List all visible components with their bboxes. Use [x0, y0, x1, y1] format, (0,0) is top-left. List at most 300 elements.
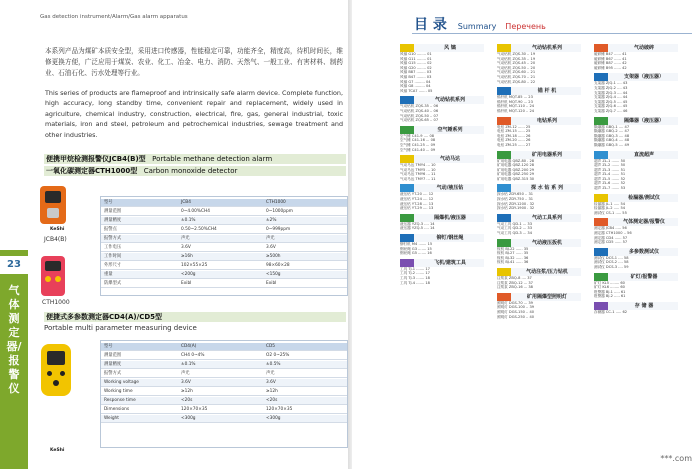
toc-item[interactable]: 扳机 BJ-22 ...... 35 [497, 246, 529, 251]
toc-category-title: 存 储 器 [634, 302, 654, 309]
toc-item[interactable]: 钢丝绳 G5 ....... 16 [400, 251, 432, 256]
toc-category [594, 44, 678, 70]
intro-chinese: 本系列产品为煤矿本质安全型，采用进口传感器，性能稳定可靠，功能齐全，精度高，待机时间长，维修更换方便，广泛应用于煤炭、农业、化工、冶金、电力、消防、天然气、一般工业、有害材料、制药业、石油石化、污水处理等行业。 [45, 47, 343, 77]
toc-item[interactable]: 检漏器 JL-2 ..... 54 [594, 206, 626, 211]
category-color-swatch [400, 96, 414, 104]
device-label-jcb4: JCB4(B) [44, 236, 67, 243]
toc-item[interactable]: 支架器 ZJQ-5 .... 45 [594, 99, 628, 104]
toc-item[interactable]: 气动钻机 ZQS-30 .. 19 [497, 52, 536, 56]
toc-category-header[interactable] [400, 96, 484, 104]
toc-item[interactable]: 风镐 B87 ........ 03 [400, 70, 432, 75]
spec-cell: 0~4.00%CH4 [181, 209, 210, 214]
toc-item[interactable]: 支架器 ZJQ-4 .... 44 [594, 95, 628, 100]
device-jcb4-image [40, 186, 66, 224]
spec-cell: 工作时间 [104, 254, 122, 259]
toc-item[interactable]: 空气锤 C41-9 .... 08 [400, 133, 435, 138]
spec-cell: 0~999ppm [266, 227, 291, 232]
toc-category-title: 气动工具系列 [531, 214, 562, 221]
toc-item[interactable]: 注浆泵 ZBQ-16 ... 38 [497, 285, 533, 290]
toc-category [497, 293, 581, 319]
toc-item[interactable]: 破碎锤 B47 ...... 41 [594, 52, 627, 56]
toc-item[interactable]: 超声 ZL-3 ....... 51 [594, 167, 626, 172]
spec-row [101, 379, 347, 387]
toc-category [400, 96, 484, 122]
toc-item[interactable]: 测试仪 DCS-3 .... 59 [594, 265, 629, 269]
spec-cell: Response time [104, 398, 136, 403]
spec-cell: ≥12h [266, 389, 278, 394]
toc-item[interactable]: 隔爆器 GBQ-2 .... 47 [594, 129, 630, 134]
section-title-en: Carbon monoxide detector [143, 167, 238, 175]
spec-cell: Weight [104, 416, 119, 421]
toc-item[interactable]: 气动马达 TMY4 ... 10 [400, 163, 436, 168]
spec-row [101, 361, 347, 369]
toc-category-title: 气动/液压钻 [436, 185, 464, 192]
category-color-swatch [400, 214, 414, 222]
toc-item[interactable]: 气动钻机 ZQS-40 .. 06 [400, 108, 439, 113]
toc-category-title: 锚 杆 机 [537, 88, 557, 95]
toc-item[interactable]: 工具 TJ-3 ....... 18 [400, 276, 430, 280]
toc-item[interactable]: 风镐 G20 ........ 02 [400, 65, 432, 70]
toc-category-header[interactable] [497, 117, 581, 125]
toc-category [497, 117, 581, 148]
toc-category [594, 218, 678, 244]
spec-row [101, 415, 347, 423]
spec-cell: <300g [181, 416, 196, 421]
category-color-swatch [400, 259, 414, 267]
spec-cell: 120×70×35 [181, 407, 208, 412]
toc-item[interactable]: 矿用电器 QBZ-315 30 [497, 176, 535, 181]
toc-category-header[interactable] [594, 248, 678, 256]
spec-cell: 声光 [181, 371, 190, 376]
toc-item[interactable]: 扳机 BJ-27 ...... 35 [497, 251, 529, 256]
category-color-swatch [497, 87, 511, 95]
category-color-swatch [594, 194, 608, 202]
toc-item[interactable]: 扳机 BJ-41 ...... 36 [497, 260, 529, 265]
spec-cell: CH4 0~4% [181, 353, 205, 358]
spec-cell: CD4(A) [181, 344, 197, 349]
spec-cell: ExibI [181, 281, 192, 286]
spec-cell: 工作电压 [104, 245, 122, 250]
spec-cell: 声光 [181, 236, 190, 241]
toc-category [497, 184, 581, 210]
spec-cell: 3.6V [181, 380, 191, 385]
toc-item[interactable]: 探水钻 ZDY-1900 . 32 [497, 206, 535, 211]
toc-item[interactable]: 气动钻机 ZQS-80 .. 22 [497, 79, 536, 84]
toc-item[interactable]: 超声 ZL-1 ....... 50 [594, 158, 626, 163]
spec-cell: <20s [181, 398, 193, 403]
toc-item[interactable]: 存储器 CC-1 ..... 62 [594, 309, 628, 314]
spec-cell: O2 0~25% [266, 353, 290, 358]
toc-category-title: 支架器（液压器） [623, 74, 664, 81]
category-color-swatch [497, 268, 511, 276]
toc-item[interactable]: 气动钻机 ZQS-45 .. 20 [497, 61, 536, 66]
category-color-swatch [497, 117, 511, 125]
toc-category-header[interactable] [400, 155, 484, 163]
toc-item[interactable]: 风镐 G15 ........ 02 [400, 61, 432, 66]
toc-item[interactable]: 气动马达 TMY6 ... 11 [400, 172, 436, 177]
category-color-swatch [400, 234, 414, 242]
toc-item[interactable]: 支架器 ZJQ-3 .... 44 [594, 90, 628, 95]
spec-cell: <150g [266, 272, 281, 277]
spec-cell: 声光 [266, 236, 275, 241]
spec-row [101, 253, 347, 261]
spec-cell: 0~1000ppm [266, 209, 293, 214]
spec-cell: 报警点 [104, 227, 117, 232]
toc-item[interactable]: 液压钻 YT-20 .... 12 [400, 192, 434, 197]
spec-cell: ±0.1% [181, 362, 196, 367]
toc-item[interactable]: 气动钻机 ZQS-50 .. 07 [400, 113, 439, 118]
toc-item[interactable]: 隔爆器 GBQ-4 .... 48 [594, 138, 630, 143]
spec-cell: <300g [266, 416, 281, 421]
toc-item[interactable]: 工具 TJ-2 ....... 17 [400, 271, 430, 276]
toc-item[interactable]: 检漏器 JL-1 ..... 54 [594, 201, 626, 206]
category-color-swatch [594, 248, 608, 256]
spec-row [101, 352, 347, 360]
toc-item[interactable]: 探水钻 ZDY-1200 . 32 [497, 201, 535, 206]
toc-category-header[interactable] [400, 44, 484, 52]
category-color-swatch [594, 117, 608, 125]
toc-item[interactable]: 液压钻 YT-28 .... 13 [400, 201, 434, 206]
spec-cell: 测量范围 [104, 353, 122, 358]
toc-category-header[interactable] [400, 214, 484, 222]
category-color-swatch [594, 218, 608, 226]
toc-item[interactable]: 照明灯 DGS-250 .. 40 [497, 314, 535, 319]
toc-item[interactable]: 照明灯 DGS-100 .. 39 [497, 305, 535, 310]
toc-item[interactable]: 电钻 ZM-25 ...... 27 [497, 142, 531, 147]
toc-item[interactable]: 支架器 ZJQ-2 .... 43 [594, 85, 628, 90]
toc-title-en: Summary [457, 22, 497, 31]
toc-category-title: 矿用隔爆型照明灯 [526, 293, 567, 300]
category-color-swatch [497, 239, 511, 247]
toc-item[interactable]: 锚杆机 MQT-85 ... 23 [497, 95, 533, 100]
toc-category [400, 259, 484, 285]
toc-category-header[interactable] [594, 117, 678, 125]
spec-cell: 型号 [104, 344, 113, 349]
spec-cell: 型号 [104, 200, 113, 205]
toc-category [400, 126, 484, 152]
toc-item[interactable]: 液压钻 YT-29 .... 13 [400, 206, 434, 211]
toc-item[interactable]: 风镐 G8 ......... 04 [400, 84, 431, 89]
toc-item[interactable]: 测试仪 DCS-1 .... 58 [594, 255, 629, 260]
toc-category-header[interactable] [497, 44, 581, 52]
category-color-swatch [497, 214, 511, 222]
toc-item[interactable]: 超声 ZL-7 ....... 53 [594, 186, 626, 191]
toc-item[interactable]: 探水钻 ZDY-750 .. 31 [497, 197, 534, 202]
page-number: 23 [0, 256, 28, 274]
toc-category-header[interactable] [497, 87, 581, 95]
toc-category-title: 气动钻机系列 [434, 97, 465, 104]
spec-cell: 测量精度 [104, 362, 122, 367]
toc-category-title: 空气锤系列 [437, 126, 463, 133]
toc-item[interactable]: 气动工具 QD-3 ... 34 [497, 231, 532, 236]
keshi-logo-2: KeShi [50, 448, 65, 453]
toc-category-header[interactable] [594, 194, 678, 202]
toc-item[interactable]: 风镐 TCA7 ....... 05 [400, 88, 433, 93]
spec-cell: ≥12h [181, 389, 193, 394]
spec-cell: CTH1000 [266, 200, 286, 205]
section-title-multi-en: Portable multi parameter measuring device [44, 324, 197, 332]
toc-item[interactable]: 风镐 B47 ........ 03 [400, 74, 432, 79]
toc-item[interactable]: 隔爆器 GBQ-3 .... 48 [594, 133, 630, 138]
toc-item[interactable]: 气动钻机 ZQS-65 .. 07 [400, 118, 439, 123]
section-title-en: Portable methane detection alarm [152, 155, 273, 163]
toc-item[interactable]: 气动工具 QD-1 ... 33 [497, 221, 532, 226]
toc-category-header[interactable] [594, 73, 678, 81]
category-color-swatch [497, 293, 511, 301]
spec-row [101, 226, 347, 234]
toc-item[interactable]: 支架器 ZJQ-6 .... 45 [594, 104, 628, 109]
category-color-swatch [594, 73, 608, 81]
toc-category-header[interactable] [594, 302, 678, 310]
toc-item[interactable]: 超声 ZL-2 ....... 50 [594, 163, 626, 168]
toc-item[interactable]: 空气锤 C41-40 ... 09 [400, 147, 436, 152]
toc-item[interactable]: 空气锤 C41-25 ... 09 [400, 142, 436, 147]
toc-item[interactable]: 矿用电器 QBZ-250 29 [497, 172, 535, 177]
device-cth1000-image [41, 256, 65, 296]
toc-category [497, 151, 581, 182]
spec-cell: ±2% [266, 218, 277, 223]
toc-item[interactable]: 锚杆机 MQT-90 ... 23 [497, 99, 533, 104]
toc-item[interactable]: 破碎锤 B95 ...... 42 [594, 65, 627, 70]
spec-cell: ±0.1% [181, 218, 196, 223]
toc-item[interactable]: 测定器 CD4 ...... 57 [594, 235, 628, 240]
toc-item[interactable]: 测定器 CD5 ...... 57 [594, 240, 628, 245]
toc-item[interactable]: 照明灯 DGS-70 ... 39 [497, 300, 533, 305]
toc-item[interactable]: 气动钻机 ZQS-35 .. 19 [497, 56, 536, 61]
spec-cell: 防爆型式 [104, 281, 122, 286]
toc-item[interactable]: 工具 TJ-1 ....... 17 [400, 266, 430, 271]
spec-header-row [101, 343, 347, 351]
toc-category [497, 87, 581, 113]
toc-category-header[interactable] [400, 234, 484, 242]
toc-category [400, 44, 484, 93]
toc-item[interactable]: 电钻 ZM-15 ...... 25 [497, 129, 531, 134]
toc-item[interactable]: 支架器 ZJQ-1 .... 43 [594, 81, 628, 86]
spec-cell: 报警方式 [104, 236, 122, 241]
spec-cell: <200g [181, 272, 196, 277]
toc-category-title: 隔爆器（液压器） [623, 117, 664, 124]
toc-item[interactable]: 超声 ZL-5 ....... 52 [594, 176, 626, 181]
toc-item[interactable]: 锚杆机 MQT-110 .. 24 [497, 104, 535, 109]
toc-category-header[interactable] [594, 218, 678, 226]
spec-row [101, 235, 347, 243]
toc-category-header[interactable] [400, 184, 484, 192]
toc-item[interactable]: 液压器 YZQ-5 .... 14 [400, 226, 435, 231]
toc-item[interactable]: 风镐 G11 ........ 01 [400, 56, 432, 61]
toc-category-title: 探 水 钻 系 列 [531, 185, 563, 192]
toc-category-title: 飞机/建筑工具 [434, 259, 466, 266]
toc-item[interactable]: 报警器 BJ-1 ..... 61 [594, 289, 626, 294]
toc-category [497, 239, 581, 265]
spec-table-2 [100, 340, 348, 448]
section-title-multi [44, 312, 346, 322]
spec-cell: 测量精度 [104, 218, 122, 223]
spec-cell: ≥16h [181, 254, 193, 259]
toc-category [594, 248, 678, 270]
spec-cell: 0.50~2.50%CH4 [181, 227, 217, 232]
toc-item[interactable]: 矿用电器 QBZ-80 . 28 [497, 158, 535, 163]
spec-cell: 120×70×35 [266, 407, 293, 412]
toc-category [594, 151, 678, 191]
toc-category-title: 气动钻机系列 [531, 45, 562, 51]
toc-category-title: 气动注浆/压力钻机 [526, 269, 568, 275]
toc-item[interactable]: 测试仪 DCS-2 .... 58 [594, 260, 629, 265]
title-divider [412, 33, 692, 34]
spec-row [101, 262, 347, 270]
toc-item[interactable]: 破碎锤 B87 ...... 42 [594, 61, 627, 66]
toc-item[interactable]: 超声 ZL-4 ....... 51 [594, 172, 626, 177]
section-title-methane [44, 154, 346, 164]
spec-row [101, 370, 347, 378]
toc-category-header[interactable] [497, 184, 581, 192]
toc-category-header[interactable] [497, 268, 581, 276]
toc-item[interactable]: 隔爆器 GBQ-5 .... 49 [594, 142, 630, 147]
keshi-logo: KeShi [50, 227, 65, 232]
toc-category-header[interactable] [594, 151, 678, 159]
category-color-swatch [497, 151, 511, 159]
toc-item[interactable]: 液压器 YZQ-3 .... 14 [400, 221, 435, 226]
toc-category-header[interactable] [400, 259, 484, 267]
toc-item[interactable]: 风镐 G10 ........ 01 [400, 52, 432, 56]
spec-cell: Working voltage [104, 380, 139, 385]
toc-category-title: 直流超声 [633, 151, 654, 158]
category-color-swatch [594, 302, 608, 310]
toc-item[interactable]: 超声 ZL-6 ....... 52 [594, 181, 626, 186]
toc-category [594, 302, 678, 315]
spec-row [101, 397, 347, 405]
toc-item[interactable]: 铆钉机 M4 ....... 15 [400, 242, 433, 247]
toc-item[interactable]: 矿灯 KL5 ........ 60 [594, 280, 625, 285]
toc-item[interactable]: 照明灯 DGS-150 .. 40 [497, 309, 535, 314]
spec-cell: <20s [266, 398, 278, 403]
toc-item[interactable]: 气动钻机 ZQS-70 .. 21 [497, 74, 536, 79]
toc-item[interactable]: 电钻 ZM-18 ...... 26 [497, 133, 531, 138]
spec-cell: 声光 [266, 371, 275, 376]
section-title-cn: 便捷式多参数测定器CD4(A)/CD5型 [46, 313, 163, 321]
toc-category [594, 117, 678, 148]
toc-item[interactable]: 破碎锤 B67 ...... 41 [594, 56, 627, 61]
toc-category [400, 155, 484, 181]
toc-category-header[interactable] [497, 239, 581, 247]
category-color-swatch [400, 126, 414, 134]
toc-category-header[interactable] [497, 214, 581, 222]
spec-row [101, 217, 347, 225]
toc-item[interactable]: 注浆泵 ZBQ-12 ... 37 [497, 280, 533, 285]
spec-cell: Working time [104, 389, 133, 394]
spec-row [101, 208, 347, 216]
toc-item[interactable]: 测定器 JCB4 ..... 56 [594, 226, 627, 231]
toc-item[interactable]: 测定器 CTH1000 .. 56 [594, 231, 632, 236]
toc-item[interactable]: 气动钻机 ZQS-35 .. 06 [400, 104, 439, 109]
watermark: ***.com [660, 454, 692, 463]
toc-category-header[interactable] [594, 44, 678, 52]
toc-item[interactable]: 探水钻 ZDY-650 .. 31 [497, 192, 534, 197]
toc-category-header[interactable] [497, 293, 581, 301]
spec-row [101, 271, 347, 279]
toc-item[interactable]: 扳机 BJ-32 ...... 36 [497, 255, 529, 260]
toc-item[interactable]: 矿用电器 QBZ-120 28 [497, 163, 535, 168]
spec-cell: JCB4 [181, 200, 191, 205]
toc-category-title: 铆钉/钢丝绳 [436, 235, 464, 242]
toc-item[interactable]: 电钻 ZM-20 ...... 26 [497, 138, 531, 143]
toc-item[interactable]: 气动工具 QD-2 ... 33 [497, 226, 532, 231]
spec-cell: Dimensions [104, 407, 130, 412]
toc-item[interactable]: 电钻 ZM-12 ...... 25 [497, 124, 531, 129]
toc-category-title: 风 镐 [444, 45, 456, 51]
toc-item[interactable]: 气动马达 TMY5 ... 10 [400, 167, 436, 172]
spec-cell: 重量 [104, 272, 113, 277]
toc-category-header[interactable] [400, 126, 484, 134]
toc-item[interactable]: 液压钻 YT-24 .... 12 [400, 197, 434, 202]
toc-item[interactable]: 矿灯 KL6 ........ 60 [594, 285, 625, 290]
spec-cell: ExibI [266, 281, 277, 286]
toc-item[interactable]: 注浆泵 ZBQ-8 .... 37 [497, 276, 532, 280]
toc-item[interactable]: 工具 TJ-4 ....... 18 [400, 280, 430, 285]
toc-category-title: 气动液压扳机 [531, 239, 562, 246]
toc-item[interactable]: 锚杆机 MQT-120 .. 24 [497, 108, 535, 113]
device-label-cth1000: CTH1000 [42, 299, 70, 306]
spec-row [101, 388, 347, 396]
spec-cell: 测量范围 [104, 209, 122, 214]
toc-item[interactable]: 气动马达 TMY7 ... 11 [400, 176, 436, 181]
spec-header-row [101, 199, 347, 207]
side-vertical-text: 气体测定器/报警仪 [6, 284, 22, 395]
toc-category-title: 检漏器/测试仪 [628, 194, 660, 201]
category-color-swatch [497, 184, 511, 192]
spec-cell: 3.6V [266, 245, 276, 250]
toc-column-1 [400, 44, 484, 288]
spec-cell: 3.6V [266, 380, 276, 385]
device-cd4-image [41, 344, 71, 396]
right-page [352, 0, 700, 469]
toc-item[interactable]: 空气锤 C41-16 ... 08 [400, 138, 436, 143]
toc-item[interactable]: 测试仪 CS-1 ..... 55 [594, 210, 627, 215]
toc-item[interactable]: 气动钻机 ZQS-50 .. 20 [497, 65, 536, 70]
toc-item[interactable]: 钢丝绳 G3 ....... 15 [400, 246, 432, 251]
toc-category-title: 气动破碎 [633, 45, 654, 51]
toc-category-title: 矿灯/报警器 [630, 273, 658, 280]
toc-category-title: 气体测定器/报警仪 [623, 219, 665, 226]
toc-item[interactable]: 气动钻机 ZQS-60 .. 21 [497, 70, 536, 75]
spec-cell: 102×55×25 [181, 263, 208, 268]
toc-category-title: 矿用电器系列 [531, 151, 562, 158]
toc-column-3 [594, 44, 678, 318]
toc-category-header[interactable] [497, 151, 581, 159]
toc-category-title: 电钻系列 [536, 117, 557, 124]
toc-column-2 [497, 44, 581, 322]
toc-item[interactable]: 支架器 ZJQ-7 .... 46 [594, 108, 628, 113]
section-title-co [44, 166, 346, 176]
spec-cell: CD5 [266, 344, 276, 349]
category-color-swatch [497, 44, 511, 52]
category-color-swatch [400, 184, 414, 192]
toc-category [594, 273, 678, 299]
toc-item[interactable]: 报警器 BJ-2 ..... 61 [594, 294, 626, 299]
toc-category [400, 214, 484, 231]
toc-category-title: 隔爆机/液压器 [434, 214, 466, 221]
spec-cell: ±0.5% [266, 362, 281, 367]
toc-category [497, 44, 581, 84]
toc-item[interactable]: 矿用电器 QBZ-200 29 [497, 167, 535, 172]
toc-item[interactable]: 隔爆器 GBQ-1 .... 47 [594, 124, 630, 129]
intro-english: This series of products are flameproof and intrinsically safe alarm device. Complete function, high accuracy, long standby time, convenient repair and replacement, widely used in agriculture, chemical industry, construction, electrical, fire, gas, general industrial, toxic materials, iron and steel, petroleum and petrochemical industries, sewage treatment and other industries. [45, 89, 343, 139]
toc-category [497, 214, 581, 236]
category-color-swatch [400, 155, 414, 163]
spec-row [101, 406, 347, 414]
toc-category-header[interactable] [594, 273, 678, 281]
toc-item[interactable]: 风镐 G7 ......... 04 [400, 79, 431, 84]
section-title-cn: 便携甲烷检测报警仪JCB4(B)型 [46, 155, 146, 163]
